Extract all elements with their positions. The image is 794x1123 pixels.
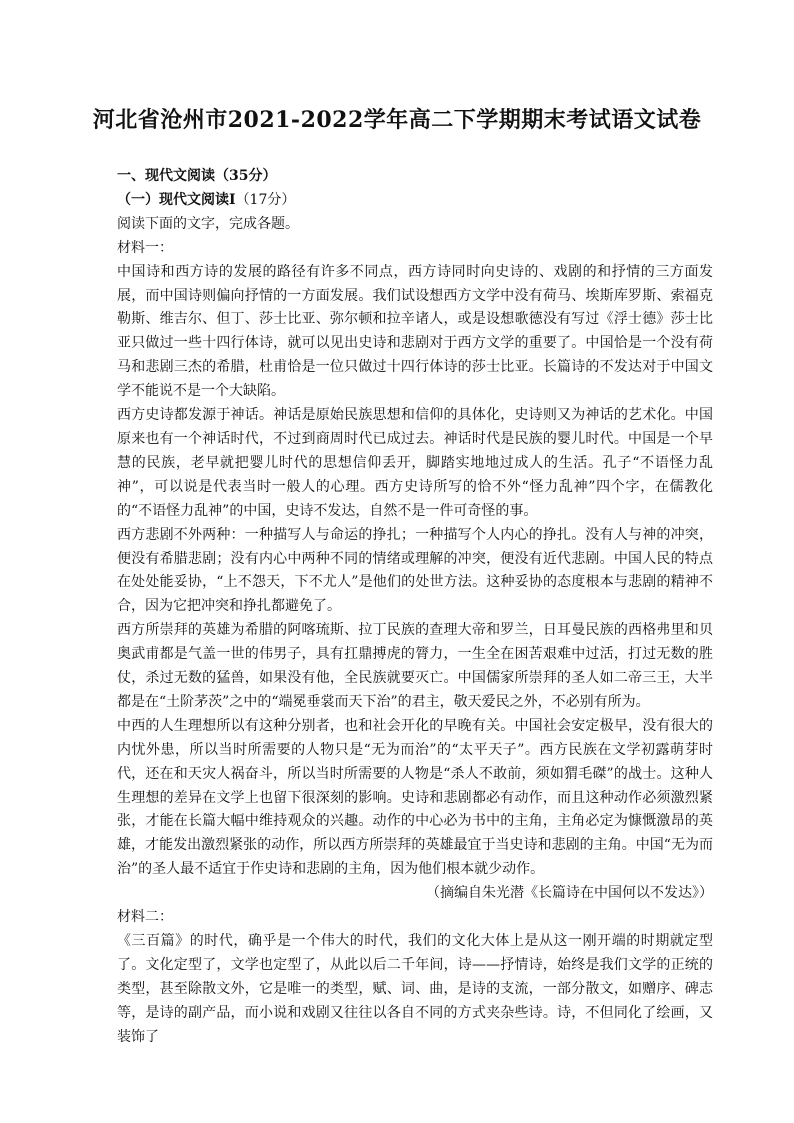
material-1-paragraph: 西方史诗都发源于神话。神话是原始民族思想和信仰的具体化，史诗则又为神话的艺术化。中国原来也有一个神话时代，不过到商周时代已成过去。神话时代是民族的婴儿时代。中国是一个早慧的民族，老早就把婴儿时代的思想信仰丢开，脚踏实地地过成人的生活。孔子“不语怪力乱神”，可以说是代表当时一般人的心理。西方史诗所写的恰不外“怪力乱神”四个字，在儒教化的“不语怪力乱神”的中国，史诗不发达，自然不是一件可奇怪的事。 xyxy=(117,407,713,519)
material-1-paragraph: 西方悲剧不外两种：一种描写人与命运的挣扎；一种描写个人内心的挣扎。没有人与神的冲突，便没有希腊悲剧；没有内心中两种不同的情绪或理解的冲突，便没有近代悲剧。中国人民的特点在处处能妥协，“上不怨天，下不尤人”是他们的处世方法。这种妥协的态度根本与悲剧的精神不合，因为它把冲突和挣扎都避免了。 xyxy=(117,526,713,615)
subsection-title: （一）现代文阅读Ⅰ xyxy=(117,191,236,208)
material-1-paragraph: 西方所崇拜的英雄为希腊的阿喀琉斯、拉丁民族的查理大帝和罗兰，日耳曼民族的西格弗里和贝奥武甫都是气盖一世的伟男子，具有扛鼎搏虎的膂力，一生全在困苦艰难中过活，打过无数的胜仗，杀过无数的猛兽，如果没有他，全民族就要灭亡。中国儒家所崇拜的圣人如二帝三王，大半都是在“土阶茅茨”之中的“端冕垂裳而天下治”的君主，敬天爱民之外，不必别有所为。 xyxy=(117,622,713,710)
document-body xyxy=(117,165,713,1050)
section-heading: 一、现代文阅读（35分） xyxy=(117,168,277,184)
material-1-source: （摘编自朱光潜《长篇诗在中国何以不发达》） xyxy=(426,885,713,902)
instruction: 阅读下面的文字，完成各题。 xyxy=(117,215,299,232)
subsection-heading xyxy=(117,189,713,213)
page-title: 河北省沧州市2021-2022学年高二下学期期末考试语文试卷 xyxy=(92,107,702,133)
material-1-paragraph: 中西的人生理想所以有这种分别者，也和社会开化的早晚有关。中国社会安定极早，没有很大的内忧外患，所以当时所需要的人物只是“无为而治”的“太平天子”。西方民族在文学初露萌芽时代，还在和天灾人祸奋斗，所以当时所需要的人物是“杀人不敢前，须如猬毛磔”的战士。这种人生理想的差异在文学上也留下很深刻的影响。史诗和悲剧都必有动作，而且这种动作必须激烈紧张，才能在长篇大幅中维持观众的兴趣。动作的中心必为书中的主角，主角必定为慷慨激昂的英雄，才能发出激烈紧张的动作，所以西方所崇拜的英雄最宜于当史诗和悲剧的主角。中国“无为而治”的圣人最不适宜于作史诗和悲剧的主角，因为他们根本就少动作。 xyxy=(117,717,713,878)
material-2-label: 材料二： xyxy=(117,909,173,926)
material-1-paragraph: 中国诗和西方诗的发展的路径有许多不同点，西方诗同时向史诗的、戏剧的和抒情的三方面发展，而中国诗则偏向抒情的一方面发展。我们试设想西方文学中没有荷马、埃斯库罗斯、索福克勒斯、维吉尔、但丁、莎士比亚、弥尔顿和拉辛诸人，或是设想歌德没有写过《浮士德》莎士比亚只做过一些十四行体诗，就可以见出史诗和悲剧对于西方文学的重要了。中国恰是一个没有荷马和悲剧三杰的希腊，杜甫恰是一位只做过十四行体诗的莎士比亚。长篇诗的不发达对于中国文学不能说不是一个大缺陷。 xyxy=(117,263,713,400)
subsection-score: （17分） xyxy=(235,191,296,208)
material-1-label: 材料一： xyxy=(117,239,173,256)
material-2-paragraph: 《三百篇》的时代，确乎是一个伟大的时代，我们的文化大体上是从这一刚开端的时期就定型了。文化定型了，文学也定型了，从此以后二千年间，诗——抒情诗，始终是我们文学的正统的类型，甚至除散文外，它是唯一的类型，赋、词、曲，是诗的支流，一部分散文，如赠序、碑志等，是诗的副产品，而小说和戏剧又往往以各自不同的方式夹杂些诗。诗，不但同化了绘画，又装饰了 xyxy=(117,933,713,1045)
